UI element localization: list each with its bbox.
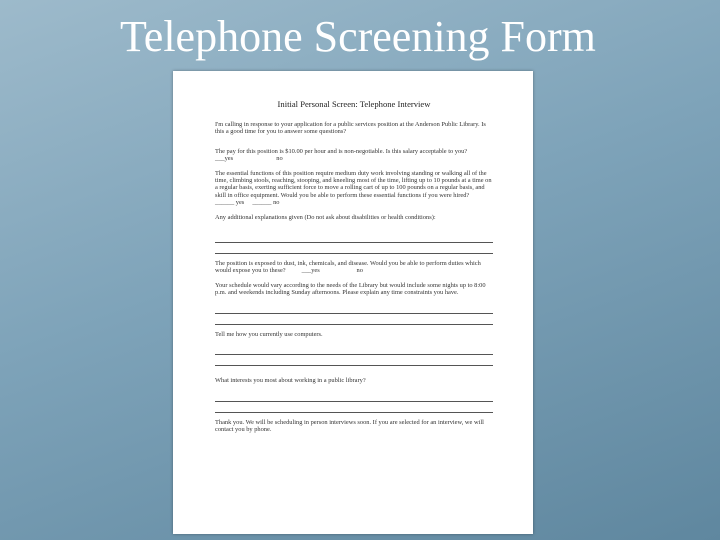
explanations-question: Any additional explanations given (Do not ask about disabilities or health conditions): [215, 213, 436, 221]
exposure-no-option: no [356, 267, 363, 275]
pay-yes-option: ___yes [215, 155, 234, 163]
answer-line [215, 304, 493, 314]
answer-line [215, 244, 493, 254]
closing-paragraph: Thank you. We will be scheduling in person interviews soon. If you are selected for an interview, we will contact you by phone. [215, 418, 484, 433]
functions-no-option: ______ no [252, 199, 280, 207]
functions-question-text: The essential functions of this position require medium duty work involving standing or walking all of the time, climbing stools, reaching, stooping, and kneeling most of the time, lifting up to 10 pounds at a time on a regular basis, exerting sufficient force to move a rolling cart of up to 100 pounds on a regular basis, and skill in office equipment. Would you be able to perform these essential functions if you were hired? [215, 169, 492, 199]
exposure-question-text: The position is exposed to dust, ink, chemicals, and disease. Would you be able to perform duties which would expose you to these? [215, 260, 481, 275]
answer-line [215, 356, 493, 366]
answer-line [215, 345, 493, 355]
form-heading: Initial Personal Screen: Telephone Interview [277, 99, 431, 109]
answer-line [215, 403, 493, 413]
slide-title: Telephone Screening Form [120, 12, 596, 61]
pay-question [215, 148, 493, 163]
interest-question: What interests you most about working in a public library? [215, 377, 366, 385]
pay-no-option: no [276, 155, 283, 163]
answer-line [215, 315, 493, 325]
schedule-question: Your schedule would vary according to the needs of the Library but would include some nights up to 8:00 p.m. and weekends including Sunday afternoons. Please explain any time constraints you have. [215, 281, 486, 297]
answer-line [215, 392, 493, 402]
computers-question: Tell me how you currently use computers. [215, 330, 323, 338]
functions-yes-option: ______ yes [215, 199, 245, 207]
intro-paragraph: I'm calling in response to your application for a public services position at the Anderson Public Library. Is this a good time for you to answer some questions? [215, 121, 486, 136]
exposure-question [215, 260, 493, 275]
form-document [173, 71, 533, 534]
answer-line [215, 233, 493, 243]
functions-question [215, 170, 493, 207]
pay-question-text: The pay for this position is $10.00 per hour and is non-negotiable. Is this salary acceptable to you? [215, 147, 468, 155]
exposure-yes-option: ___yes [301, 267, 320, 275]
